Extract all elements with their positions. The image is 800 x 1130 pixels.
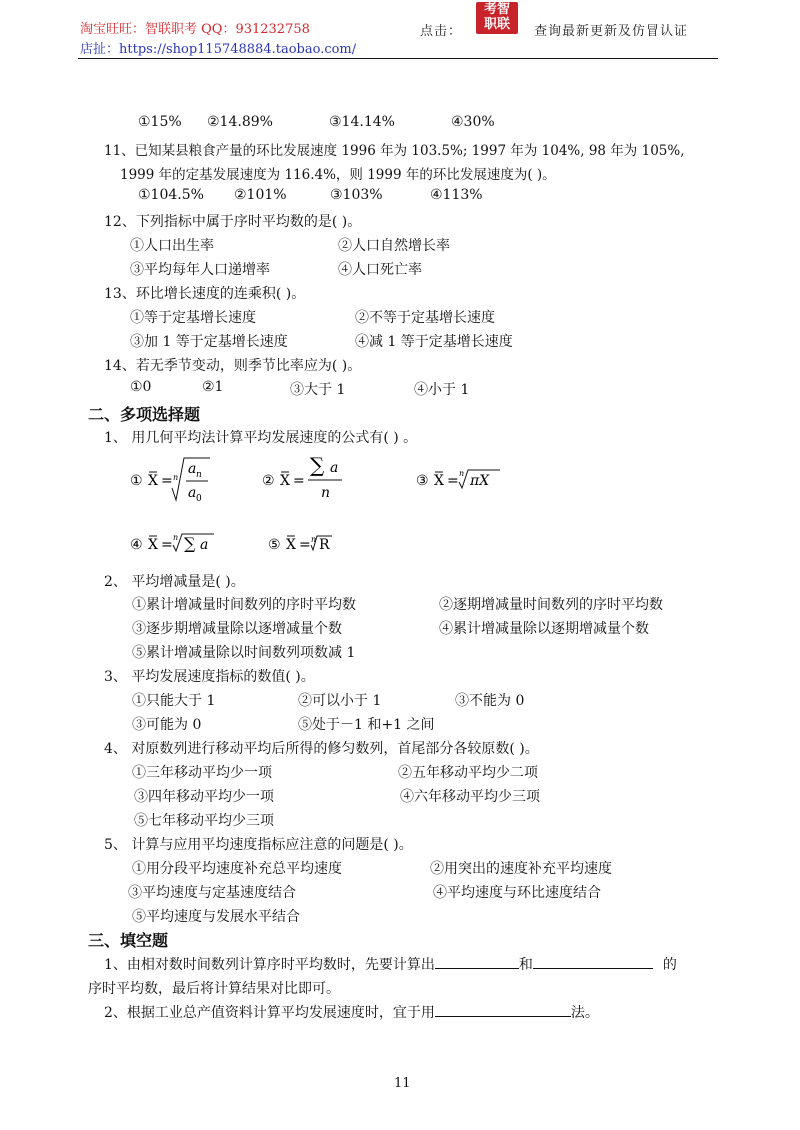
q13-option-1: ①等于定基增长速度	[130, 310, 256, 326]
q12-option-1: ①人口出生率	[130, 238, 214, 254]
m5-option-5: ⑤平均速度与发展水平结合	[132, 909, 300, 925]
m5-option-3: ③平均速度与定基速度结合	[128, 885, 296, 901]
formula-3-eq: =	[447, 473, 459, 489]
f1-line-1	[104, 954, 677, 974]
f2-line	[104, 1002, 599, 1022]
m3-question: 3、 平均发展速度指标的数值( )。	[104, 669, 315, 685]
logo-text-top: 考智	[483, 2, 510, 17]
m3-option-4: ③可能为 0	[132, 717, 202, 733]
logo-text-bottom: 职联	[483, 17, 510, 32]
section-2-title: 二、多项选择题	[88, 405, 201, 424]
brand-logo[interactable]	[476, 2, 518, 34]
q13-option-2: ②不等于定基增长速度	[355, 310, 495, 326]
f1-text-tail: 的	[662, 957, 677, 973]
formula-2-num: a	[330, 460, 339, 476]
m5-option-2: ②用突出的速度补充平均速度	[430, 861, 612, 877]
formula-3-root-index: n	[459, 469, 465, 478]
q11-option-2: ②101%	[234, 187, 287, 203]
shop-contact-line: 淘宝旺旺：智联职考 QQ：931232758	[80, 22, 310, 37]
geometric-mean-formulas	[128, 452, 528, 562]
formula-1-eq: =	[161, 473, 173, 489]
m3-option-2: ②可以小于 1	[298, 693, 382, 709]
m5-option-4: ④平均速度与环比速度结合	[433, 885, 601, 901]
q12-option-4: ④人口死亡率	[338, 262, 422, 278]
q14-question: 14、若无季节变动，则季节比率应为( )。	[104, 358, 362, 374]
q14-option-4: ④小于 1	[414, 382, 470, 398]
q14-option-3: ③大于 1	[290, 382, 346, 398]
f1-blank-1[interactable]	[435, 954, 519, 969]
m3-option-3: ③不能为 0	[455, 693, 525, 709]
q11-option-1: ①104.5%	[138, 187, 204, 203]
formula-2-label: ②	[262, 473, 275, 489]
formula-4-label: ④	[130, 537, 143, 553]
formula-3-body: πX	[470, 473, 490, 489]
formula-2-sum: ∑	[310, 453, 325, 477]
f1-line-2: 序时平均数，最后将计算结果对比即可。	[88, 981, 340, 997]
q11-line-2: 1999 年的定基发展速度为 116.4%，则 1999 年的环比发展速度为( )。	[120, 167, 556, 183]
q12-question: 12、下列指标中属于序时平均数的是( )。	[104, 214, 362, 230]
m4-question: 4、 对原数列进行移动平均后所得的修匀数列，首尾部分各较原数( )。	[104, 741, 539, 757]
m1-question: 1、 用几何平均法计算平均发展速度的公式有( ) 。	[104, 430, 418, 446]
section-3-title: 三、填空题	[88, 931, 169, 950]
q13-option-3: ③加 1 等于定基增长速度	[130, 334, 288, 350]
formula-2-den: n	[321, 485, 331, 501]
m3-option-5: ⑤处于－1 和+1 之间	[298, 717, 435, 733]
formula-1-label: ①	[130, 473, 143, 489]
formula-4-xbar: X	[148, 537, 158, 553]
formula-5-body: R	[319, 537, 330, 553]
m2-option-1: ①累计增减量时间数列的序时平均数	[132, 597, 356, 613]
page-number: 11	[394, 1076, 411, 1091]
formula-4-sum: ∑	[184, 534, 196, 553]
q14-option-1: ①0	[130, 379, 152, 395]
header-divider	[78, 58, 718, 59]
formula-1-den-sub: 0	[196, 494, 202, 504]
formula-4-root-index: n	[173, 533, 179, 542]
formula-1-num: a	[188, 461, 197, 477]
m2-option-4: ④累计增减量除以逐期增减量个数	[439, 621, 649, 637]
f1-blank-2[interactable]	[533, 954, 653, 969]
formula-3-xbar: X	[434, 473, 444, 489]
f2-blank[interactable]	[435, 1002, 571, 1017]
formula-1-den: a	[188, 485, 197, 501]
q10-option-1: ①15%	[138, 114, 182, 130]
formula-2-xbar: X	[280, 473, 290, 489]
verification-link[interactable]: 查询最新更新及仿冒认证	[534, 24, 689, 39]
formula-4-eq: =	[161, 537, 173, 553]
m4-option-5: ⑤七年移动平均少三项	[134, 813, 274, 829]
f1-text-a: 1、由相对数时间数列计算序时平均数时，先要计算出	[104, 957, 435, 973]
q13-option-4: ④减 1 等于定基增长速度	[355, 334, 513, 350]
formula-4-body: a	[200, 537, 209, 553]
click-label: 点击：	[420, 24, 463, 39]
formula-5-root-index: n	[311, 535, 317, 544]
m5-question: 5、 计算与应用平均速度指标应注意的问题是( )。	[104, 837, 413, 853]
q10-option-4: ④30%	[451, 114, 495, 130]
store-url-link[interactable]: 店扯：https://shop115748884.taobao.com/	[80, 42, 357, 57]
formula-5-label: ⑤	[268, 537, 281, 553]
m4-option-3: ③四年移动平均少一项	[134, 789, 274, 805]
formula-2-eq: =	[293, 473, 305, 489]
m4-option-2: ②五年移动平均少二项	[398, 765, 538, 781]
f2-text-a: 2、根据工业总产值资料计算平均发展速度时，宜于用	[104, 1005, 435, 1021]
q10-option-2: ②14.89%	[207, 114, 273, 130]
q11-option-4: ④113%	[430, 187, 483, 203]
formula-5-eq: =	[299, 537, 311, 553]
formula-5-xbar: X	[286, 537, 296, 553]
q12-option-2: ②人口自然增长率	[338, 238, 450, 254]
q11-line-1: 11、已知某县粮食产量的环比发展速度 1996 年为 103.5%; 1997 年为 104%, 98 年为 105%,	[104, 143, 685, 159]
m2-option-5: ⑤累计增减量除以时间数列项数减 1	[132, 645, 356, 661]
formula-3-label: ③	[416, 473, 429, 489]
q14-option-2: ②1	[202, 379, 224, 395]
f2-text-tail: 法。	[570, 1005, 599, 1021]
m4-option-4: ④六年移动平均少三项	[400, 789, 540, 805]
m2-question: 2、 平均增减量是( )。	[104, 574, 245, 590]
q12-option-3: ③平均每年人口递增率	[130, 262, 270, 278]
m5-option-1: ①用分段平均速度补充总平均速度	[132, 861, 342, 877]
q13-question: 13、环比增长速度的连乘积( )。	[104, 286, 306, 302]
formula-1-root-index: n	[173, 473, 179, 482]
formula-1-xbar: X	[148, 473, 158, 489]
f1-text-and: 和	[518, 957, 533, 973]
m3-option-1: ①只能大于 1	[132, 693, 216, 709]
formula-1-num-sub: n	[196, 470, 202, 480]
m4-option-1: ①三年移动平均少一项	[132, 765, 272, 781]
q10-option-3: ③14.14%	[329, 114, 395, 130]
m2-option-3: ③逐步期增减量除以逐增减量个数	[132, 621, 342, 637]
m2-option-2: ②逐期增减量时间数列的序时平均数	[439, 597, 663, 613]
q11-option-3: ③103%	[330, 187, 383, 203]
